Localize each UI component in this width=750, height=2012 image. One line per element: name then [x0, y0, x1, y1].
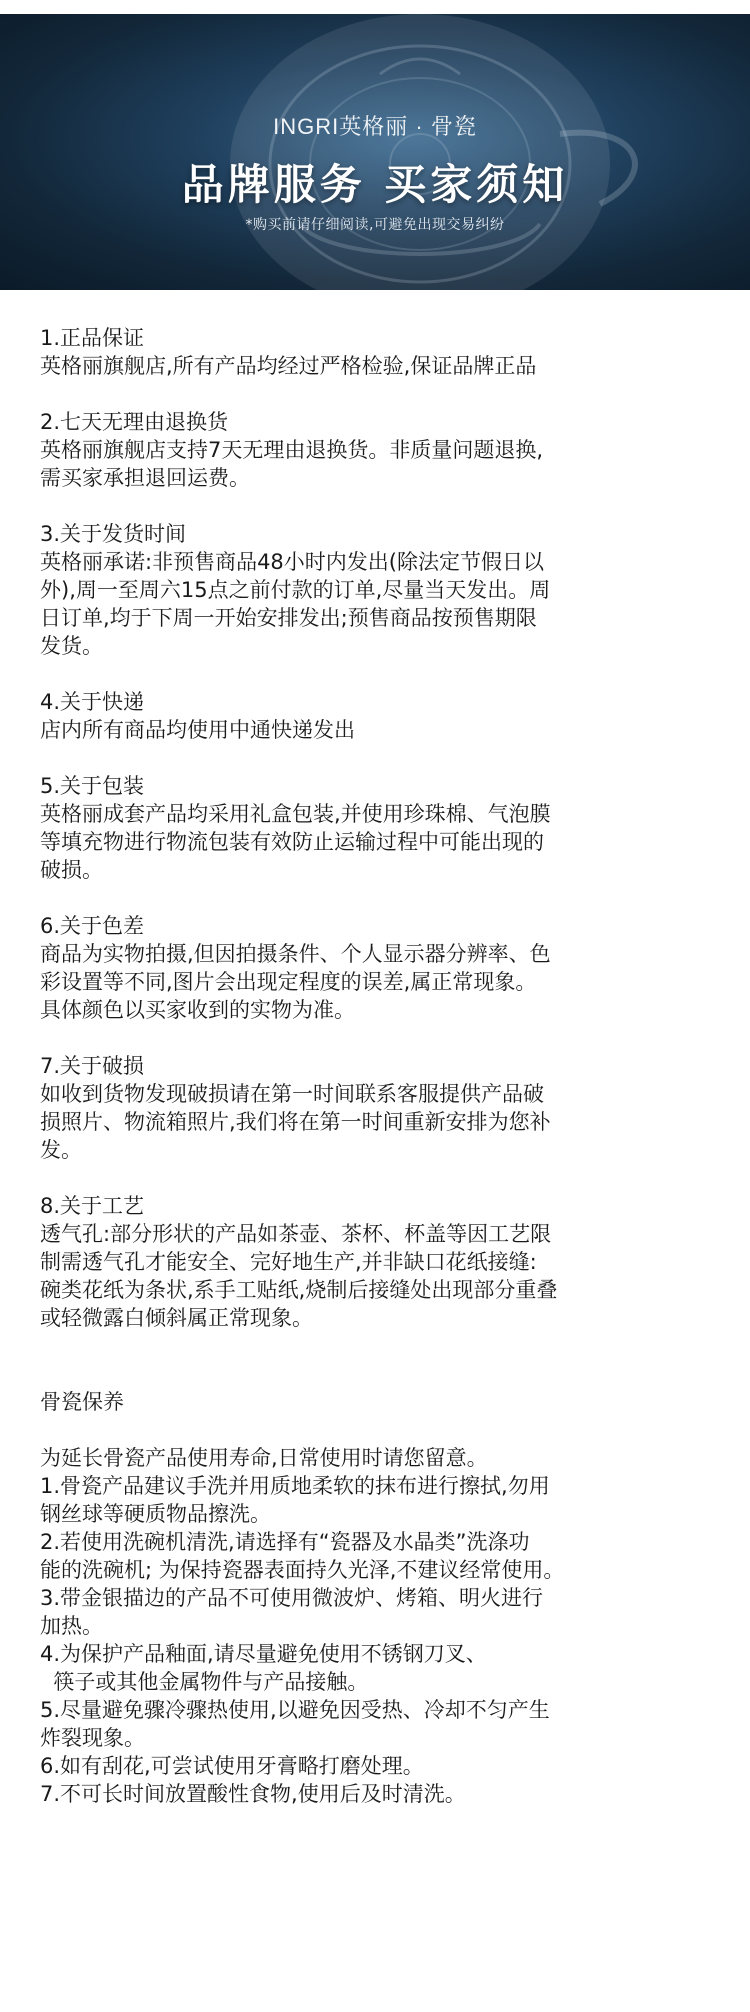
section-text-line: 英格丽成套产品均采用礼盒包装,并使用珍珠棉、气泡膜	[40, 802, 551, 826]
care-text-line: 4.为保护产品釉面,请尽量避免使用不锈钢刀叉、	[40, 1642, 487, 1666]
care-text-line: 5.尽量避免骤冷骤热使用,以避免因受热、冷却不匀产生	[40, 1698, 550, 1722]
section-title: 3.关于发货时间	[40, 522, 187, 546]
notice-section	[40, 1192, 720, 1332]
header-banner	[0, 14, 750, 290]
section-text-line: 彩设置等不同,图片会出现定程度的误差,属正常现象。	[40, 970, 537, 994]
care-text-line: 为延长骨瓷产品使用寿命,日常使用时请您留意。	[40, 1446, 488, 1470]
banner-title: 品牌服务 买家须知	[181, 160, 569, 209]
care-text-line: 钢丝球等硬质物品擦洗。	[40, 1502, 271, 1526]
notice-section	[40, 688, 720, 744]
section-text-line: 碗类花纸为条状,系手工贴纸,烧制后接缝处出现部分重叠	[40, 1278, 558, 1302]
section-text-line: 英格丽旗舰店,所有产品均经过严格检验,保证品牌正品	[40, 354, 537, 378]
care-section	[40, 1388, 720, 1808]
section-text-line: 英格丽旗舰店支持7天无理由退换货。非质量问题退换,	[40, 438, 544, 462]
notice-section	[40, 324, 720, 380]
section-text-line: 日订单,均于下周一开始安排发出;预售商品按预售期限	[40, 606, 537, 630]
care-text-line: 3.带金银描边的产品不可使用微波炉、烤箱、明火进行	[40, 1586, 544, 1610]
section-text-line: 等填充物进行物流包装有效防止运输过程中可能出现的	[40, 830, 544, 854]
care-text-line: 6.如有刮花,可尝试使用牙膏略打磨处理。	[40, 1754, 424, 1778]
section-title: 4.关于快递	[40, 690, 145, 714]
care-heading: 骨瓷保养	[40, 1390, 124, 1414]
notice-section	[40, 1052, 720, 1164]
section-title: 8.关于工艺	[40, 1194, 145, 1218]
care-text-line: 加热。	[40, 1614, 103, 1638]
section-text-line: 发。	[40, 1138, 82, 1162]
notice-content	[40, 324, 720, 1808]
section-text-line: 具体颜色以买家收到的实物为准。	[40, 998, 355, 1022]
section-text-line: 商品为实物拍摄,但因拍摄条件、个人显示器分辨率、色	[40, 942, 551, 966]
section-text-line: 如收到货物发现破损请在第一时间联系客服提供产品破	[40, 1082, 544, 1106]
section-title: 5.关于包装	[40, 774, 145, 798]
section-text-line: 外),周一至周六15点之前付款的订单,尽量当天发出。周	[40, 578, 551, 602]
section-title: 7.关于破损	[40, 1054, 145, 1078]
notice-section	[40, 408, 720, 492]
section-text-line: 英格丽承诺:非预售商品48小时内发出(除法定节假日以	[40, 550, 544, 574]
section-title: 1.正品保证	[40, 326, 145, 350]
care-text-line: 筷子或其他金属物件与产品接触。	[40, 1670, 369, 1694]
care-text-line: 2.若使用洗碗机清洗,请选择有“瓷器及水晶类”洗涤功	[40, 1530, 530, 1554]
brand-name: INGRI英格丽 · 骨瓷	[273, 114, 477, 139]
notice-section	[40, 772, 720, 884]
care-text-line: 炸裂现象。	[40, 1726, 145, 1750]
section-text-line: 店内所有商品均使用中通快递发出	[40, 718, 355, 742]
notice-section	[40, 912, 720, 1024]
section-title: 6.关于色差	[40, 914, 145, 938]
section-text-line: 制需透气孔才能安全、完好地生产,并非缺口花纸接缝:	[40, 1250, 537, 1274]
section-text-line: 发货。	[40, 634, 103, 658]
care-text-line: 能的洗碗机; 为保持瓷器表面持久光泽,不建议经常使用。	[40, 1558, 565, 1582]
care-text-line: 7.不可长时间放置酸性食物,使用后及时清洗。	[40, 1782, 466, 1806]
section-text-line: 损照片、物流箱照片,我们将在第一时间重新安排为您补	[40, 1110, 551, 1134]
section-text-line: 破损。	[40, 858, 103, 882]
section-text-line: 透气孔:部分形状的产品如茶壶、茶杯、杯盖等因工艺限	[40, 1222, 552, 1246]
section-text-line: 或轻微露白倾斜属正常现象。	[40, 1306, 313, 1330]
banner-subtitle: *购买前请仔细阅读,可避免出现交易纠纷	[245, 217, 505, 233]
care-text-line: 1.骨瓷产品建议手洗并用质地柔软的抹布进行擦拭,勿用	[40, 1474, 550, 1498]
notice-section	[40, 520, 720, 660]
section-title: 2.七天无理由退换货	[40, 410, 229, 434]
section-text-line: 需买家承担退回运费。	[40, 466, 250, 490]
